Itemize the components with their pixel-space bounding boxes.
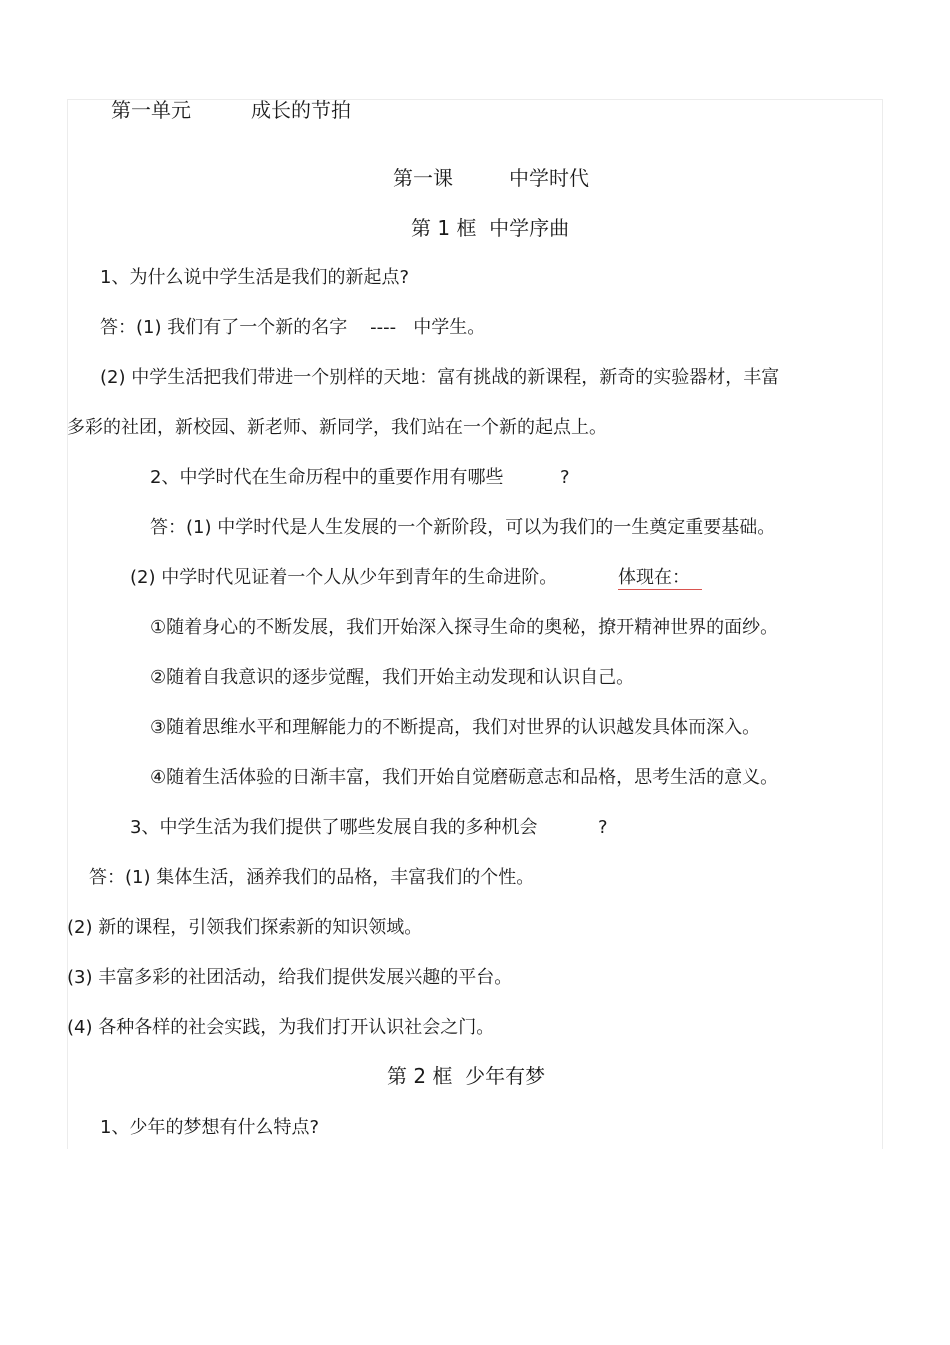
- unit-title: 成长的节拍: [251, 98, 351, 122]
- lesson-label: 第一课: [393, 166, 453, 190]
- q3-answer-3: (3) 丰富多彩的社团活动，给我们提供发展兴趣的平台。: [67, 967, 513, 988]
- q1-answer-1: 答：(1) 我们有了一个新的名字 ---- 中学生。: [100, 317, 486, 338]
- q2-point-2: ②随着自我意识的逐步觉醒，我们开始主动发现和认识自己。: [150, 667, 635, 688]
- section-2-title: 第 2 框 少年有梦: [387, 1064, 546, 1088]
- q3-answer-1: 答：(1) 集体生活，涵养我们的品格，丰富我们的个性。: [89, 867, 535, 888]
- q3-question: 3、中学生活为我们提供了哪些发展自我的多种机会: [130, 817, 538, 838]
- q1-answer-2a: (2) 中学生活把我们带进一个别样的天地：富有挑战的新课程，新奇的实验器材，丰富: [100, 367, 780, 388]
- q3-answer-2: (2) 新的课程，引领我们探索新的知识领域。: [67, 917, 423, 938]
- q2-point-3: ③随着思维水平和理解能力的不断提高，我们对世界的认识越发具体而深入。: [150, 717, 761, 738]
- section-1-title: 第 1 框 中学序曲: [411, 216, 570, 240]
- q3-answer-4: (4) 各种各样的社会实践，为我们打开认识社会之门。: [67, 1017, 495, 1038]
- q3-question-mark: ?: [598, 817, 608, 838]
- q2-answer-1: 答：(1) 中学时代是人生发展的一个新阶段，可以为我们的一生奠定重要基础。: [150, 517, 776, 538]
- q2-question: 2、中学时代在生命历程中的重要作用有哪些: [150, 467, 504, 488]
- q1-question: 1、为什么说中学生活是我们的新起点?: [100, 267, 410, 288]
- lesson-title: 中学时代: [509, 166, 589, 190]
- q1-answer-2b: 多彩的社团，新校园、新老师、新同学，我们站在一个新的起点上。: [67, 417, 607, 438]
- q2-question-mark: ?: [560, 467, 570, 488]
- q2-point-1: ①随着身心的不断发展，我们开始深入探寻生命的奥秘，撩开精神世界的面纱。: [150, 617, 779, 638]
- q2-answer-2-tail: 体现在：: [618, 566, 702, 590]
- q2-answer-2: (2) 中学时代见证着一个人从少年到青年的生命进阶。: [130, 567, 558, 588]
- q2-point-4: ④随着生活体验的日渐丰富，我们开始自觉磨砺意志和品格，思考生活的意义。: [150, 767, 779, 788]
- q4-question: 1、少年的梦想有什么特点?: [100, 1117, 320, 1138]
- unit-label: 第一单元: [111, 98, 191, 122]
